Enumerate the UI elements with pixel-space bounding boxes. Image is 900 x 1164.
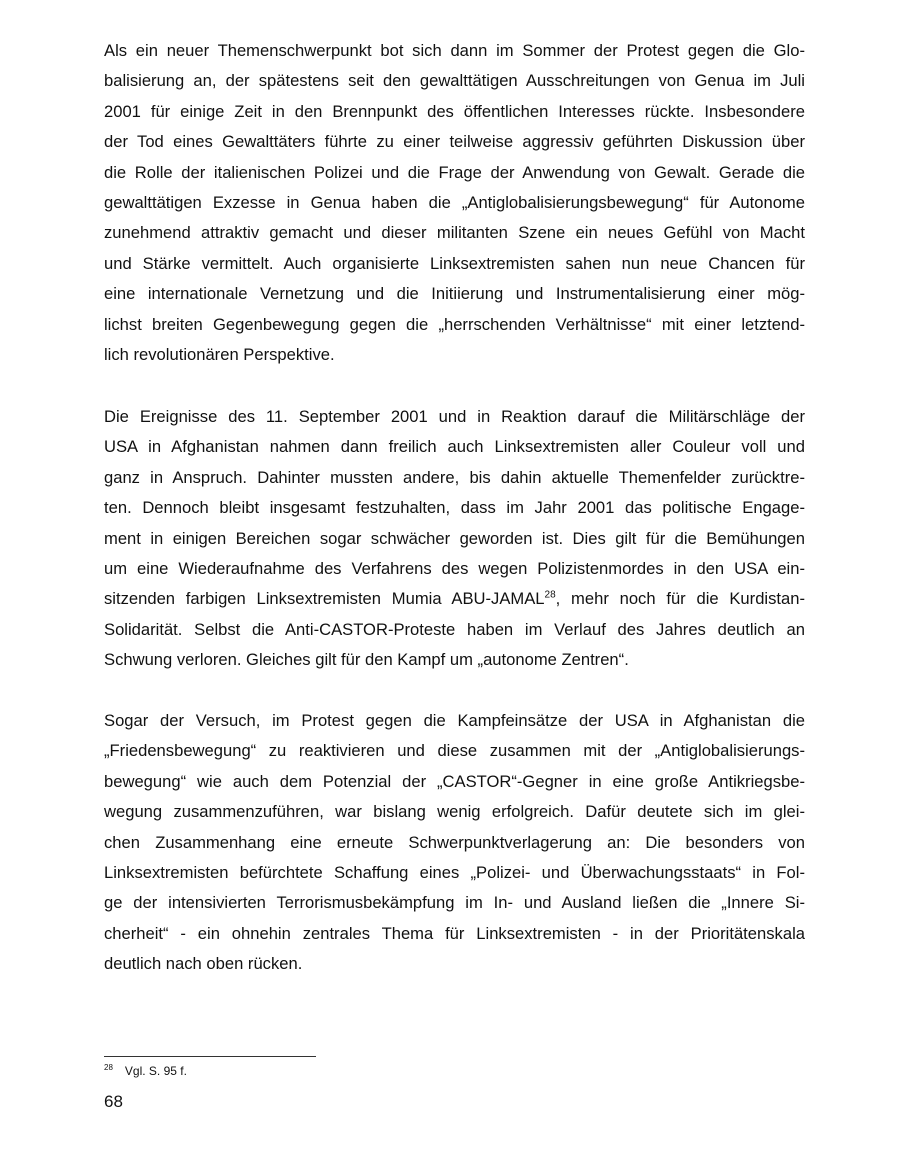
text-line: USA in Afghanistan nahmen dann freilich auch Linksextremisten aller Couleur voll und <box>104 437 805 457</box>
text-line: lichst breiten Gegenbewegung gegen die „herrschenden Verhältnisse“ mit einer letztend- <box>104 314 805 334</box>
text-line: um eine Wiederaufnahme des Verfahrens des wegen Polizistenmordes in den USA ein- <box>104 558 805 578</box>
text-line: Linksextremisten befürchtete Schaffung eines „Polizei- und Überwachungsstaats“ in Fol- <box>104 862 805 882</box>
footnote-reference[interactable]: 28 <box>544 589 556 601</box>
text-line: 2001 für einige Zeit in den Brennpunkt des öffentlichen Interesses rückte. Insbesondere <box>104 101 805 121</box>
text-line: die Rolle der italienischen Polizei und die Frage der Anwendung von Gewalt. Gerade die <box>104 162 805 182</box>
text-line: Schwung verloren. Gleiches gilt für den Kampf um „autonome Zentren“. <box>104 650 629 670</box>
text-line: eine internationale Vernetzung und die Initiierung und Instrumentalisierung einer mög- <box>104 284 805 304</box>
text-line: und Stärke vermittelt. Auch organisierte Linksextremisten sahen nun neue Chancen für <box>104 253 805 273</box>
text-line: chen Zusammenhang eine erneute Schwerpunktverlagerung an: Die besonders von <box>104 832 805 852</box>
text-line: „Friedensbewegung“ zu reaktivieren und diese zusammen mit der „Antiglobalisierungs- <box>104 741 805 761</box>
text-line: gewalttätigen Exzesse in Genua haben die „Antiglobalisierungsbewegung“ für Autonome <box>104 192 805 212</box>
text-line: Als ein neuer Themenschwerpunkt bot sich dann im Sommer der Protest gegen die Glo- <box>104 41 805 60</box>
text-line: ge der intensivierten Terrorismusbekämpfung im In- und Ausland ließen die „Innere Si- <box>104 893 805 913</box>
text-line: lich revolutionären Perspektive. <box>104 344 335 364</box>
text-line: zunehmend attraktiv gemacht und dieser militanten Szene ein neues Gefühl von Macht <box>104 223 805 243</box>
page-number: 68 <box>104 1092 123 1111</box>
text-line: ten. Dennoch bleibt insgesamt festzuhalten, dass im Jahr 2001 das politische Engage- <box>104 498 805 518</box>
text-line: cherheit“ - ein ohnehin zentrales Thema für Linksextremisten - in der Prioritätenskala <box>104 923 805 943</box>
footnote-text: Vgl. S. 95 f. <box>124 1064 187 1078</box>
text-line: Sogar der Versuch, im Protest gegen die Kampfeinsätze der USA in Afghanistan die <box>104 711 805 730</box>
text-segment: sitzenden farbigen Linksextremisten Mumia ABU-JAMAL <box>104 589 545 609</box>
text-line: der Tod eines Gewalttäters führte zu einer teilweise aggressiv geführten Diskussion über <box>104 132 805 152</box>
paragraph-1 <box>104 36 805 370</box>
text-segment: , mehr noch für die Kurdistan- <box>555 589 805 609</box>
text-line-with-footnote-ref <box>104 584 805 614</box>
footnote <box>104 1063 187 1079</box>
paragraph-3 <box>104 706 805 980</box>
footnote-separator <box>104 1056 316 1057</box>
text-line: Solidarität. Selbst die Anti-CASTOR-Proteste haben im Verlauf des Jahres deutlich an <box>104 619 805 639</box>
text-line: Die Ereignisse des 11. September 2001 und in Reaktion darauf die Militärschläge der <box>104 407 805 426</box>
paragraph-2 <box>104 402 805 676</box>
footnote-number: 28 <box>104 1063 113 1072</box>
text-line: ganz in Anspruch. Dahinter mussten andere, bis dahin aktuelle Themenfelder zurücktre- <box>104 467 805 487</box>
text-line: balisierung an, der spätestens seit den gewalttätigen Ausschreitungen von Genua im Juli <box>104 71 805 91</box>
text-line: bewegung“ wie auch dem Potenzial der „CASTOR“-Gegner in eine große Antikriegsbe- <box>104 771 805 791</box>
text-line: wegung zusammenzuführen, war bislang wenig erfolgreich. Dafür deutete sich im glei- <box>104 802 805 822</box>
text-line: deutlich nach oben rücken. <box>104 954 303 974</box>
text-line: ment in einigen Bereichen sogar schwächer geworden ist. Dies gilt für die Bemühungen <box>104 528 805 548</box>
